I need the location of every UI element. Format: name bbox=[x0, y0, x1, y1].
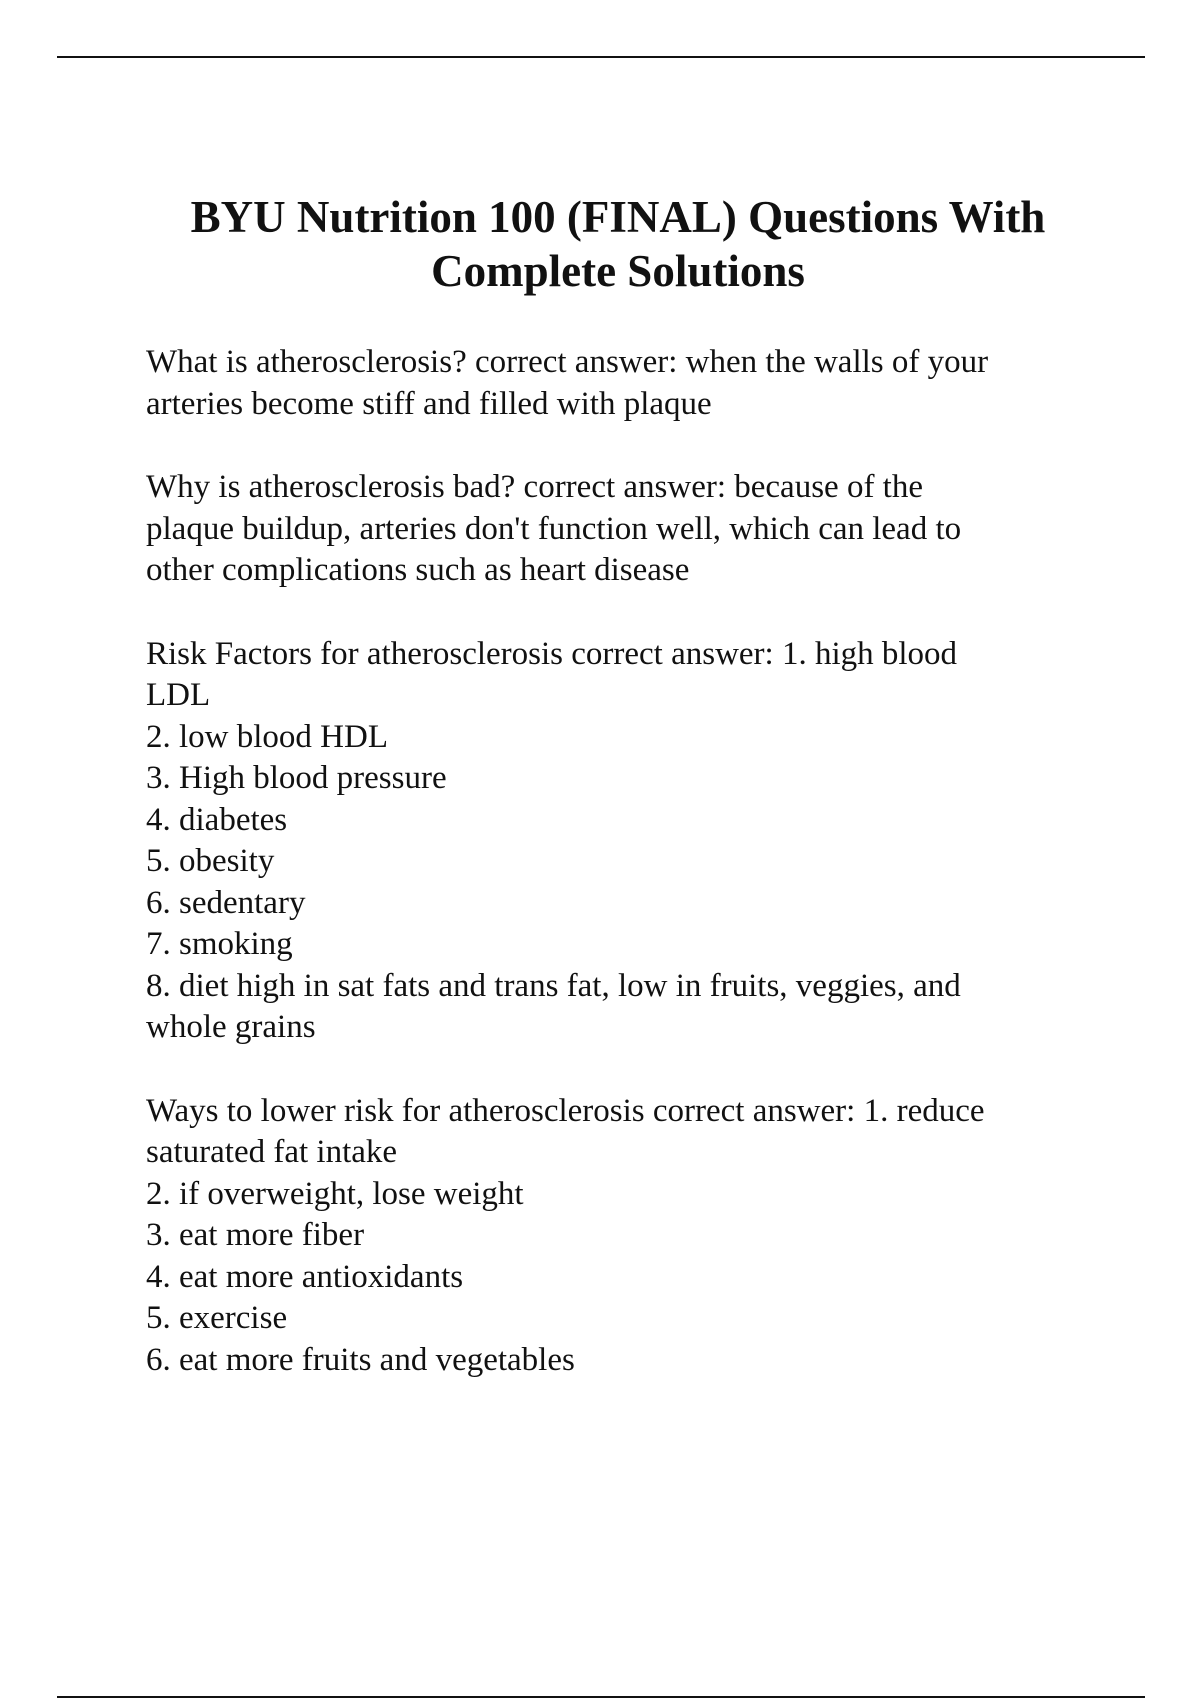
text-line: saturated fat intake bbox=[146, 1134, 398, 1170]
qa-block-lower-risk bbox=[146, 1091, 1106, 1382]
list-item: 5. obesity bbox=[146, 843, 275, 879]
text-line: What is atherosclerosis? correct answer: when the walls of your bbox=[146, 344, 989, 380]
list-item: 8. diet high in sat fats and trans fat, low in fruits, veggies, and bbox=[146, 967, 961, 1004]
text-line: LDL bbox=[146, 677, 211, 713]
list-item: 6. eat more fruits and vegetables bbox=[146, 1341, 575, 1378]
list-item: 2. if overweight, lose weight bbox=[146, 1175, 524, 1212]
list-item: 4. diabetes bbox=[146, 801, 288, 838]
bottom-divider bbox=[57, 1696, 1145, 1698]
list-item: 6. sedentary bbox=[146, 884, 306, 921]
qa-block-why-bad bbox=[146, 467, 1106, 592]
text-line: Why is atherosclerosis bad? correct answer: because of the bbox=[146, 469, 923, 505]
title-line-1: BYU Nutrition 100 (FINAL) Questions With bbox=[190, 192, 1046, 242]
list-item: 2. low blood HDL bbox=[146, 718, 388, 755]
title-line-2: Complete Solutions bbox=[431, 246, 805, 296]
text-line: whole grains bbox=[146, 1009, 316, 1045]
top-divider bbox=[57, 56, 1145, 58]
text-line: Ways to lower risk for atherosclerosis correct answer: 1. reduce bbox=[146, 1092, 985, 1129]
text-line: plaque buildup, arteries don't function well, which can lead to bbox=[146, 510, 962, 547]
text-line: Risk Factors for atherosclerosis correct answer: 1. high blood bbox=[146, 635, 958, 672]
text-line: other complications such as heart disease bbox=[146, 552, 690, 588]
qa-block-risk-factors bbox=[146, 634, 1106, 1049]
list-item: 7. smoking bbox=[146, 926, 293, 962]
qa-block-atherosclerosis-definition bbox=[146, 342, 1106, 425]
list-item: 5. exercise bbox=[146, 1300, 288, 1336]
list-item: 4. eat more antioxidants bbox=[146, 1258, 464, 1295]
list-item: 3. eat more fiber bbox=[146, 1217, 365, 1253]
text-line: arteries become stiff and filled with plaque bbox=[146, 385, 712, 422]
document-body bbox=[146, 342, 1106, 1423]
list-item: 3. High blood pressure bbox=[146, 760, 447, 796]
document-title bbox=[120, 190, 1116, 298]
